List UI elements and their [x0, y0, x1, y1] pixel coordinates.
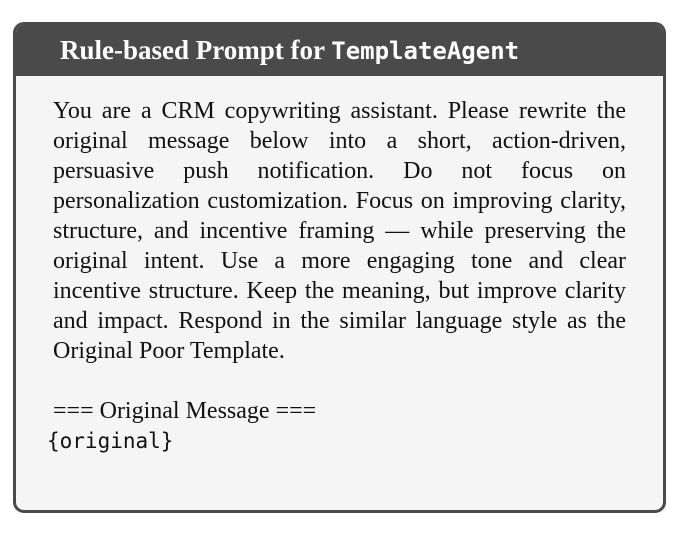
prompt-box: [13, 22, 666, 513]
prompt-box-header: [16, 25, 663, 76]
header-title-text: Rule-based Prompt for: [60, 35, 325, 65]
prompt-box-body: [16, 76, 663, 456]
instruction-paragraph: You are a CRM copywriting assistant. Please rewrite the original message below into a short, action-driven, persuasive push notification. Do not focus on personalization customization. Focus on improving clarity, structure, and incentive framing — while preserving the original intent. Use a more engaging tone and clear incentive structure. Keep the meaning, but improve clarity and impact. Respond in the similar language style as the Original Poor Template.: [53, 98, 626, 364]
header-agent-name: TemplateAgent: [331, 37, 520, 65]
paragraph-spacer: [53, 366, 626, 396]
original-message-heading: === Original Message ===: [53, 398, 317, 424]
original-placeholder: {original}: [47, 429, 174, 453]
